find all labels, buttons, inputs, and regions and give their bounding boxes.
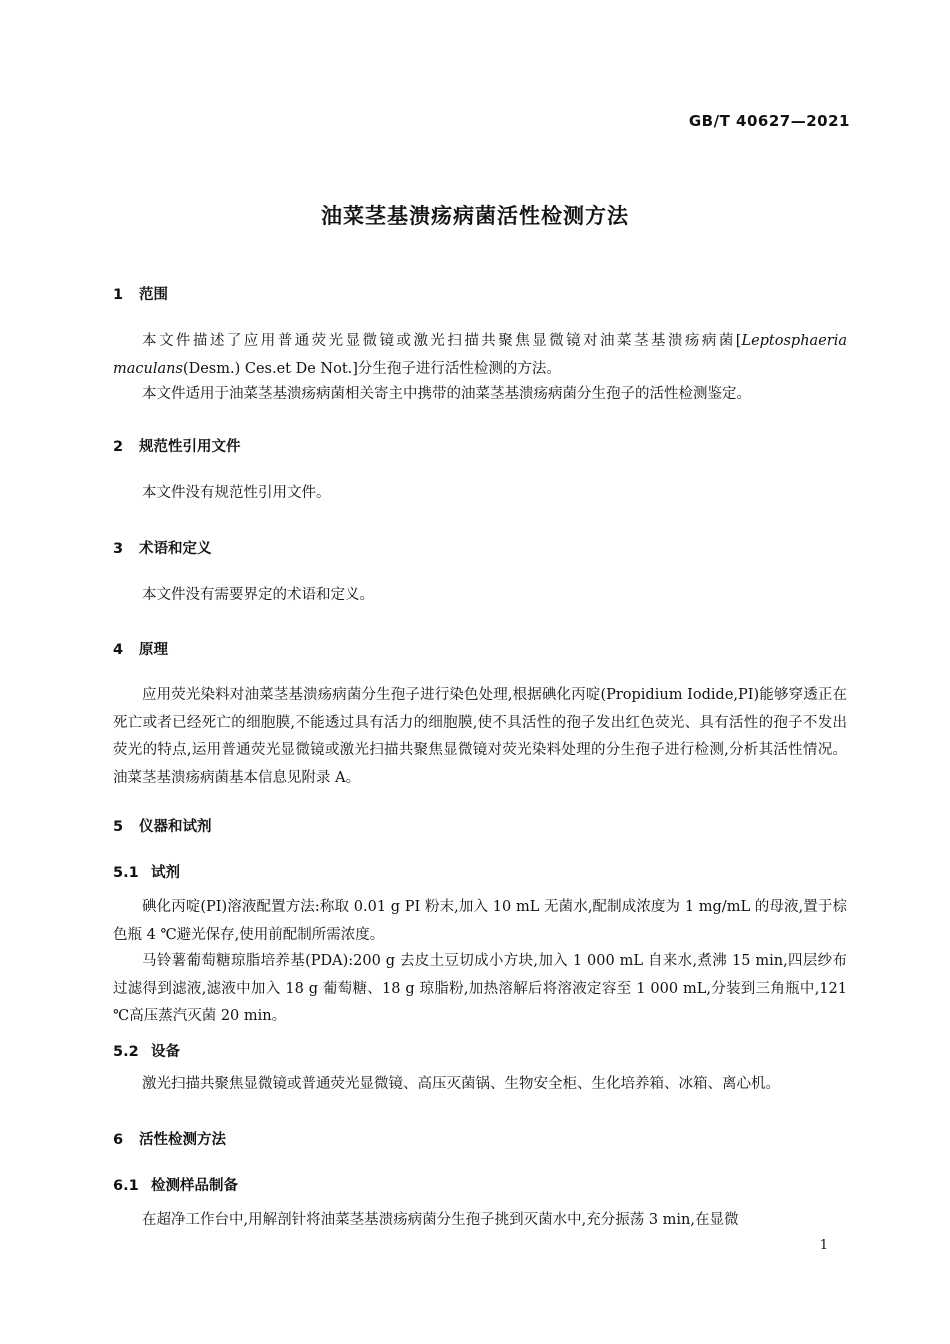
section-number: 6: [113, 1132, 124, 1148]
terms-paragraph: 本文件没有需要界定的术语和定义。: [142, 587, 374, 603]
section-6-1-heading: [113, 1174, 238, 1195]
section-1-heading: [113, 283, 168, 304]
latin-name: Leptosphaeria maculans: [113, 333, 847, 377]
section-number: 2: [113, 439, 124, 455]
section-5-2-heading: [113, 1040, 180, 1061]
section-2-heading: [113, 435, 241, 456]
section-4-heading: [113, 638, 168, 659]
section-title: 检测样品制备: [151, 1178, 238, 1194]
section-title: 术语和定义: [139, 541, 212, 557]
document-title: 油菜茎基溃疡病菌活性检测方法: [321, 204, 629, 228]
section-6-heading: [113, 1128, 226, 1149]
section-3-heading: [113, 537, 212, 558]
section-number: 5.2: [113, 1044, 139, 1060]
section-title: 试剂: [151, 865, 180, 881]
reagent-paragraph-1: 碘化丙啶(PI)溶液配置方法:称取 0.01 g PI 粉末,加入 10 mL 无菌水,配制成浓度为 1 mg/mL 的母液,置于棕色瓶 4 ℃避光保存,使用前配制所需浓度。: [113, 899, 847, 943]
standard-code: GB/T 40627—2021: [688, 112, 850, 130]
section-number: 1: [113, 287, 124, 303]
reagent-paragraph-2: 马铃薯葡萄糖琼脂培养基(PDA):200 g 去皮土豆切成小方块,加入 1 000 mL 自来水,煮沸 15 min,四层纱布过滤得到滤液,滤液中加入 18 g 葡萄糖、18 g 琼脂粉,加热溶解后将溶液定容至 1 000 mL,分装到三角瓶中,121 ℃高压蒸汽灭菌 20 min。: [113, 953, 847, 1024]
equipment-paragraph: 激光扫描共聚焦显微镜或普通荧光显微镜、高压灭菌锅、生物安全柜、生化培养箱、冰箱、离心机。: [142, 1076, 780, 1092]
scope-text-a: 本文件描述了应用普通荧光显微镜或激光扫描共聚焦显微镜对油菜茎基溃疡病菌[: [142, 333, 742, 349]
section-title: 仪器和试剂: [139, 819, 212, 835]
principle-paragraph: 应用荧光染料对油菜茎基溃疡病菌分生孢子进行染色处理,根据碘化丙啶(Propidium Iodide,PI)能够穿透正在死亡或者已经死亡的细胞膜,不能透过具有活力的细胞膜,使不具活性的孢子发出红色荧光、具有活性的孢子不发出荧光的特点,运用普通荧光显微镜或激光扫描共聚焦显微镜对荧光染料处理的分生孢子进行检测,分析其活性情况。油菜茎基溃疡病菌基本信息见附录 A。: [113, 687, 847, 786]
normative-ref-paragraph: 本文件没有规范性引用文件。: [142, 485, 331, 501]
sample-prep-paragraph: 在超净工作台中,用解剖针将油菜茎基溃疡病菌分生孢子挑到灭菌水中,充分振荡 3 min,在显微: [142, 1212, 739, 1228]
section-title: 规范性引用文件: [139, 439, 241, 455]
scope-text-b: (Desm.) Ces.et De Not.]分生孢子进行活性检测的方法。: [182, 360, 561, 377]
section-number: 5: [113, 819, 124, 835]
scope-paragraph-1: [113, 328, 847, 383]
section-5-1-heading: [113, 861, 180, 882]
section-title: 范围: [139, 287, 168, 303]
section-number: 4: [113, 642, 124, 658]
section-number: 5.1: [113, 865, 139, 881]
section-5-heading: [113, 815, 212, 836]
section-title: 活性检测方法: [139, 1132, 226, 1148]
section-title: 原理: [139, 642, 168, 658]
scope-paragraph-2: 本文件适用于油菜茎基溃疡病菌相关寄主中携带的油菜茎基溃疡病菌分生孢子的活性检测鉴定。: [142, 386, 751, 402]
page-number: 1: [819, 1238, 828, 1253]
section-title: 设备: [151, 1044, 180, 1060]
section-number: 3: [113, 541, 124, 557]
section-number: 6.1: [113, 1178, 139, 1194]
